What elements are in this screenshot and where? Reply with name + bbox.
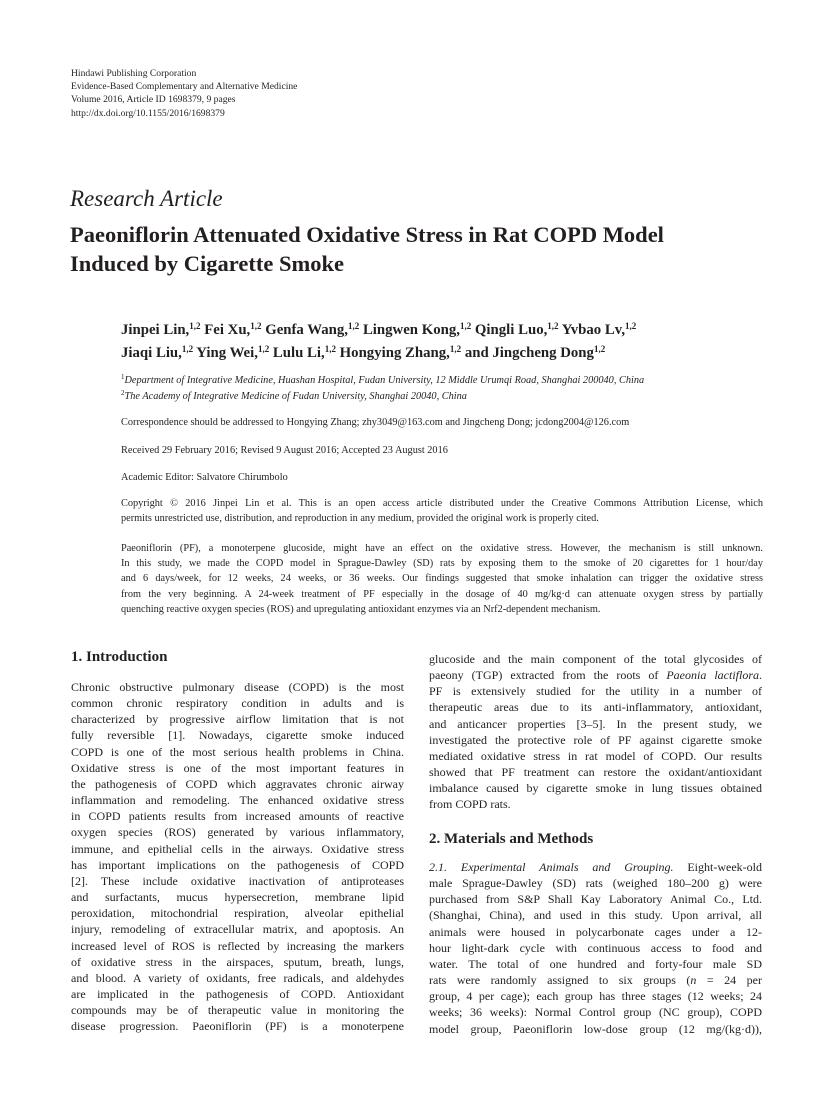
body-line: imbalance caused by cigarette smoke in lung tissues obtained — [429, 781, 762, 796]
journal-name: Evidence-Based Complementary and Alternative Medicine — [71, 81, 298, 93]
body-line: the pathogenesis of COPD which aggravates chronic airway — [71, 776, 404, 791]
volume-info: Volume 2016, Article ID 1698379, 9 pages — [71, 94, 236, 106]
body-line: and blood. A variety of oxidants, free radicals, and aldehydes — [71, 970, 404, 985]
author: Qingli Luo, — [474, 322, 548, 338]
author-affil-mark: 1,2 — [547, 321, 559, 331]
body-line: therapeutic areas due to its anti-inflammatory, antioxidant, — [429, 700, 762, 715]
abstract-line: from the very beginning. A 24-week treatment of PF especially in the dosage of 40 mg/kg·d can attenuate oxygen stress by partially — [121, 588, 763, 600]
body-line — [429, 859, 762, 875]
author-affil-mark: 1,2 — [593, 344, 606, 354]
body-line: immune, and epithelial cells in the airways. Oxidative stress — [71, 841, 404, 856]
author: Lingwen Kong, — [362, 322, 460, 338]
body-line: glucoside and the main component of the total glycosides of — [429, 652, 762, 666]
species-name: Paeonia lactiflora — [666, 668, 760, 683]
variable-n: n — [690, 973, 697, 988]
body-line: peroxidation, mitochondrial respiration, alveolar epithelial — [71, 906, 404, 921]
author-affil-mark: 1,2 — [449, 344, 462, 354]
section-heading-introduction: 1. Introduction — [71, 649, 168, 665]
body-line: compounds may be of therapeutic value in monitoring the — [71, 1003, 404, 1018]
body-line: Oxidative stress is one of the most important features in — [71, 760, 404, 775]
body-line: animals were housed in polycarbonate cages under a 12- — [429, 924, 762, 939]
affiliation-text: The Academy of Integrative Medicine of Fudan University, Shanghai 20040, China — [124, 390, 467, 402]
copyright-line: Copyright © 2016 Jinpei Lin et al. This is an open access article distributed under the Creative Commons Attribution License, which — [121, 498, 763, 509]
copyright-notice — [121, 496, 763, 526]
body-line: PF is extensively studied for the utility in a number of — [429, 684, 762, 699]
body-line: water. The total of one hundred and forty-four male SD — [429, 956, 762, 971]
author-affil-mark: 1,2 — [257, 344, 270, 354]
author: Ying Wei, — [196, 345, 258, 361]
author: Genfa Wang, — [265, 322, 348, 338]
title-line-1: Paeoniflorin Attenuated Oxidative Stress in Rat COPD Model — [70, 222, 664, 247]
author: Jiaqi Liu, — [121, 345, 182, 361]
body-line: model group, Paeoniflorin low-dose group (12 mg/(kg·d)), — [429, 1021, 762, 1036]
body-line: investigated the protective role of PF against cigarette smoke — [429, 732, 762, 747]
abstract-line: quenching reactive oxygen species (ROS) and upregulating antioxidant enzymes via an Nrf2-dependent mechanism. — [121, 603, 601, 615]
affiliation-1 — [121, 373, 644, 389]
introduction-continued — [429, 651, 762, 813]
subsection-heading: 2.1. Experimental Animals and Grouping. — [429, 860, 674, 874]
body-line: male Sprague-Dawley (SD) rats (weighed 180–200 g) were — [429, 876, 762, 891]
author-line-2 — [121, 342, 781, 365]
abstract — [121, 541, 763, 617]
author: Lulu Li, — [272, 345, 325, 361]
text-run: paeony (TGP) extracted from the roots of — [429, 668, 667, 683]
correspondence: Correspondence should be addressed to Hongying Zhang; zhy3049@163.com and Jingcheng Dong; jcdong2004@126.com — [121, 417, 630, 428]
journal-header — [71, 67, 297, 120]
author-affil-mark: 1,2 — [189, 321, 201, 331]
body-line — [429, 667, 762, 683]
author-affil-mark: 1,2 — [347, 321, 360, 331]
body-line: fully reversible [1]. Nowadays, cigarette smoke induced — [71, 728, 404, 743]
author: Hongying Zhang, — [339, 345, 450, 361]
doi-link[interactable]: http://dx.doi.org/10.1155/2016/1698379 — [71, 107, 225, 119]
methods-paragraph — [429, 859, 762, 1037]
body-line: in COPD patients results from increased amounts of reactive — [71, 809, 404, 824]
affiliation-text: Department of Integrative Medicine, Huashan Hospital, Fudan University, 12 Middle Urumqi Road, Shanghai 200040, China — [124, 375, 645, 386]
article-title — [70, 220, 770, 278]
section-heading-methods: 2. Materials and Methods — [429, 831, 594, 847]
author-affil-mark: 1,2 — [250, 321, 262, 331]
introduction-paragraph — [71, 679, 404, 1034]
body-line: inflammation and remodeling. The enhanced oxidative stress — [71, 793, 404, 808]
received-dates: Received 29 February 2016; Revised 9 August 2016; Accepted 23 August 2016 — [121, 445, 448, 456]
copyright-line: permits unrestricted use, distribution, and reproduction in any medium, provided the original work is properly cited. — [121, 513, 599, 525]
text-run: Eight-week-old — [673, 860, 762, 874]
affiliations — [121, 373, 644, 404]
publisher: Hindawi Publishing Corporation — [71, 68, 197, 79]
body-line: weeks; 36 weeks): Normal Control group (NC group), COPD — [429, 1005, 762, 1020]
body-line: common chronic respiratory condition in adults and is — [71, 696, 404, 711]
author: Jinpei Lin, — [121, 322, 190, 338]
body-line — [429, 972, 762, 988]
author-affil-mark: 1,2 — [625, 321, 637, 331]
author-affil-mark: 1,2 — [459, 321, 472, 331]
author-line-1 — [121, 319, 781, 342]
body-line: characterized by progressive airflow limitation that is not — [71, 712, 404, 727]
academic-editor: Academic Editor: Salvatore Chirumbolo — [121, 472, 288, 483]
body-line: and surfactants, mucus hypersecretion, membrane lipid — [71, 890, 404, 905]
text-run: . — [759, 668, 763, 683]
body-line: increased level of ROS is reflected by increasing the markers — [71, 938, 404, 953]
body-line: injury, remodeling of extracellular matrix, and apoptosis. An — [71, 922, 404, 937]
body-line: (Shanghai, China), and used in this study. Upon arrival, all — [429, 908, 762, 923]
abstract-line: Paeoniflorin (PF), a monoterpene glucoside, might have an effect on the oxidative stress. However, the mechanism is still unknown. — [121, 543, 763, 554]
body-line: hour light-dark cycle with continuous access to food and — [429, 940, 762, 955]
body-line: has important implications on the pathogenesis of COPD — [71, 857, 404, 872]
author-affil-mark: 1,2 — [181, 344, 194, 354]
author: Fei Xu, — [204, 322, 251, 338]
author-list — [121, 319, 781, 365]
body-line: purchased from S&P Shall Kay Laboratory Animal Co., Ltd. — [429, 892, 762, 907]
text-run: rats were randomly assigned to six groups ( — [429, 973, 691, 988]
abstract-line: and 6 days/week, for 12 weeks, 24 weeks, or 36 weeks. Our findings suggested that smoke inhalation can trigger the oxidative stress — [121, 573, 763, 585]
body-line: are implicated in the pathogenesis of COPD. Antioxidant — [71, 986, 404, 1001]
affiliation-number: 2 — [121, 388, 125, 397]
body-line: and anticancer properties [3–5]. In the present study, we — [429, 716, 762, 731]
body-line: COPD is one of the most serious health problems in China. — [71, 744, 404, 759]
abstract-line: In this study, we made the COPD model in Sprague-Dawley (SD) rats by exposing them to the smoke of 20 cigarettes for 1 hour/day — [121, 558, 763, 570]
title-line-2: Induced by Cigarette Smoke — [70, 251, 344, 276]
affiliation-number: 1 — [121, 373, 125, 381]
author: and Jingcheng Dong — [464, 345, 594, 361]
body-line: [2]. These include oxidative inactivation of antiproteases — [71, 873, 404, 888]
body-line: Chronic obstructive pulmonary disease (COPD) is the most — [71, 680, 404, 694]
body-line: group, 4 per cage); each group has three stages (12 weeks; 24 — [429, 989, 762, 1004]
text-run: = 24 per — [696, 973, 762, 988]
author: Yvbao Lv, — [561, 322, 626, 338]
article-type: Research Article — [70, 186, 223, 211]
author-affil-mark: 1,2 — [324, 344, 336, 354]
body-line: oxygen species (ROS) generated by various inflammatory, — [71, 825, 404, 840]
body-line: showed that PF treatment can restore the oxidant/antioxidant — [429, 765, 762, 780]
body-line: mediated oxidative stress in rat model of COPD. Our results — [429, 748, 762, 763]
body-line: disease progression. Paeoniflorin (PF) is a monoterpene — [71, 1019, 404, 1034]
body-line: of oxidative stress in the airspaces, sputum, breath, lungs, — [71, 954, 404, 969]
body-line: from COPD rats. — [429, 797, 511, 812]
affiliation-2 — [121, 389, 644, 405]
